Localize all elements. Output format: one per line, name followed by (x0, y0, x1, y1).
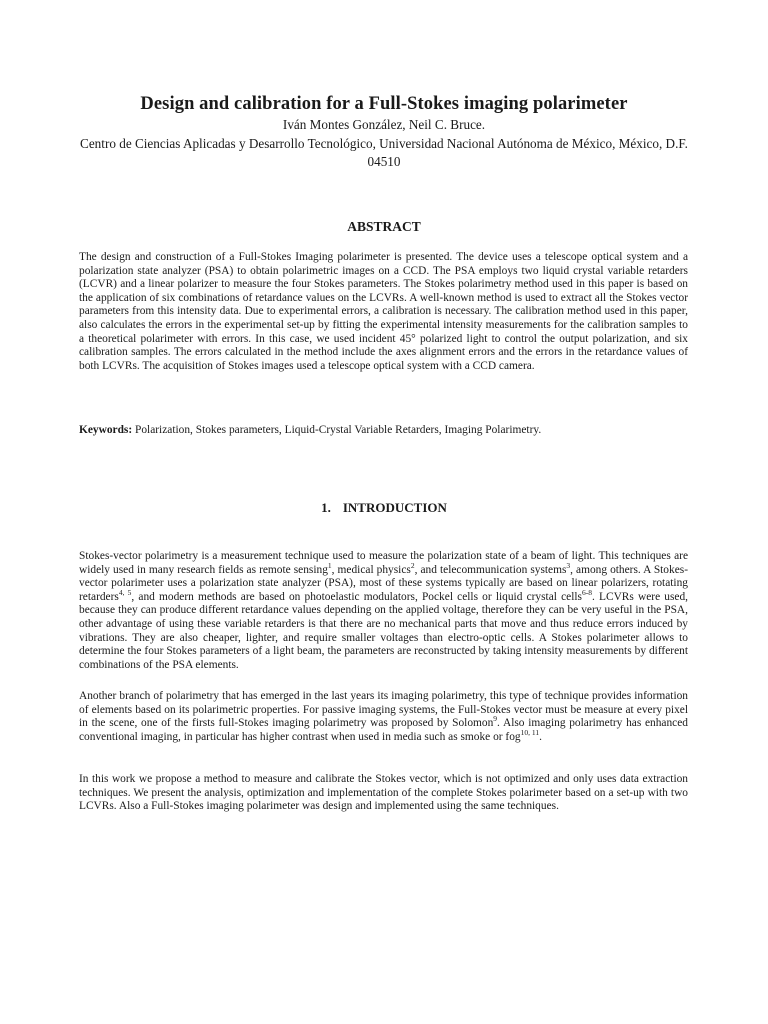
citation-superscript: 4, 5 (118, 587, 132, 597)
text-run: . LCVRs were used, because they can produce different retardance values depending on the applied voltage, therefore they can be very useful in the PSA, other advantage of using these variable retarders is that there are no mechanical parts that move and thus reduce errors induced by vibrations. They are also cheaper, lighter, and require smaller voltages than electro-optic cells. A Stokes polarimeter allows to determine the four Stokes parameters of a light beam, the parameters are reconstructed by taking intensity measurements by different combinations of the PSA elements. (79, 590, 689, 671)
paper-title: Design and calibration for a Full-Stokes imaging polarimeter (140, 94, 628, 114)
keywords-line (79, 424, 688, 438)
citation-superscript: 2 (410, 560, 415, 570)
citation-superscript: 10, 11 (520, 727, 540, 737)
citation-superscript: 9 (493, 714, 498, 724)
text-run: , medical physics (331, 563, 411, 576)
text-run: , among others. A Stokes-vector polarimeter uses a polarization state analyzer (PSA), most of these systems typically are based on linear polarizers, rotating retarders (79, 563, 688, 603)
keywords-label: Keywords: (79, 424, 133, 436)
citation-superscript: 3 (566, 560, 571, 570)
paper-authors: Iván Montes González, Neil C. Bruce. (282, 117, 486, 132)
citation-superscript: 6-8 (582, 587, 592, 597)
section-heading-introduction (0, 500, 768, 516)
text-run: , and telecommunication systems (414, 563, 567, 576)
section-number: 1. (321, 500, 331, 515)
intro-paragraph-3: In this work we propose a method to measure and calibrate the Stokes vector, which is not optimized and only uses data extraction techniques. We present the analysis, optimization and implementation of the complete Stokes polarimeter based on a set-up with two LCVRs. Also a Full-Stokes imaging polarimeter was design and implemented using the same techniques. (79, 773, 688, 813)
intro-paragraph-2 (79, 690, 688, 744)
intro-paragraph-1 (79, 550, 688, 672)
keywords-text: Polarization, Stokes parameters, Liquid-Crystal Variable Retarders, Imaging Polarimetry. (132, 424, 542, 436)
abstract-heading: ABSTRACT (347, 219, 421, 234)
text-run: . (539, 730, 542, 743)
citation-superscript: 1 (327, 560, 332, 570)
text-run: Stokes-vector polarimetry is a measurement technique used to measure the polarization state of a beam of light. This techniques are widely used in many research fields as remote sensing (79, 550, 688, 576)
abstract-body: The design and construction of a Full-Stokes Imaging polarimeter is presented. The device uses a telescope optical system and a polarization state analyzer (PSA) to obtain polarimetric images on a CCD. The PSA employs two liquid crystal variable retarders (LCVR) and a linear polarizer to measure the four Stokes parameters. The Stokes polarimetry method used in this paper is based on the application of six combinations of retardance values on the LCVRs. A well-known method is used to extract all the Stokes vector parameters from this intensity data. Due to experimental errors, a calibration is necessary. The calibration method used in this paper, also calculates the errors in the experimental set-up by fitting the experimental intensity measurements for the calibration samples to a theoretical polarimeter with errors. In this case, we used incident 45° polarized light to control the output polarization, and six calibration samples. The errors calculated in the method include the axes alignment errors and the errors in the retardance values of both LCVRs. The acquisition of Stokes images used a telescope optical system with a CCD camera. (79, 251, 688, 372)
section-title: INTRODUCTION (342, 500, 447, 515)
paper-affiliation: Centro de Ciencias Aplicadas y Desarrollo Tecnológico, Universidad Nacional Autónoma de México, México, D.F. 04510 (80, 136, 688, 169)
text-run: , and modern methods are based on photoelastic modulators, Pockel cells or liquid crystal cells (131, 590, 582, 603)
text-run: . Also imaging polarimetry has enhanced conventional imaging, in particular has higher contrast when used in media such as smoke or fog (79, 717, 688, 743)
text-run: Another branch of polarimetry that has emerged in the last years its imaging polarimetry, this type of technique provides information of elements based on its polarimetric properties. For passive imaging systems, the Full-Stokes vector must be measure at every pixel in the scene, one of the firsts full-Stokes imaging polarimetry was proposed by Solomon (79, 690, 688, 730)
